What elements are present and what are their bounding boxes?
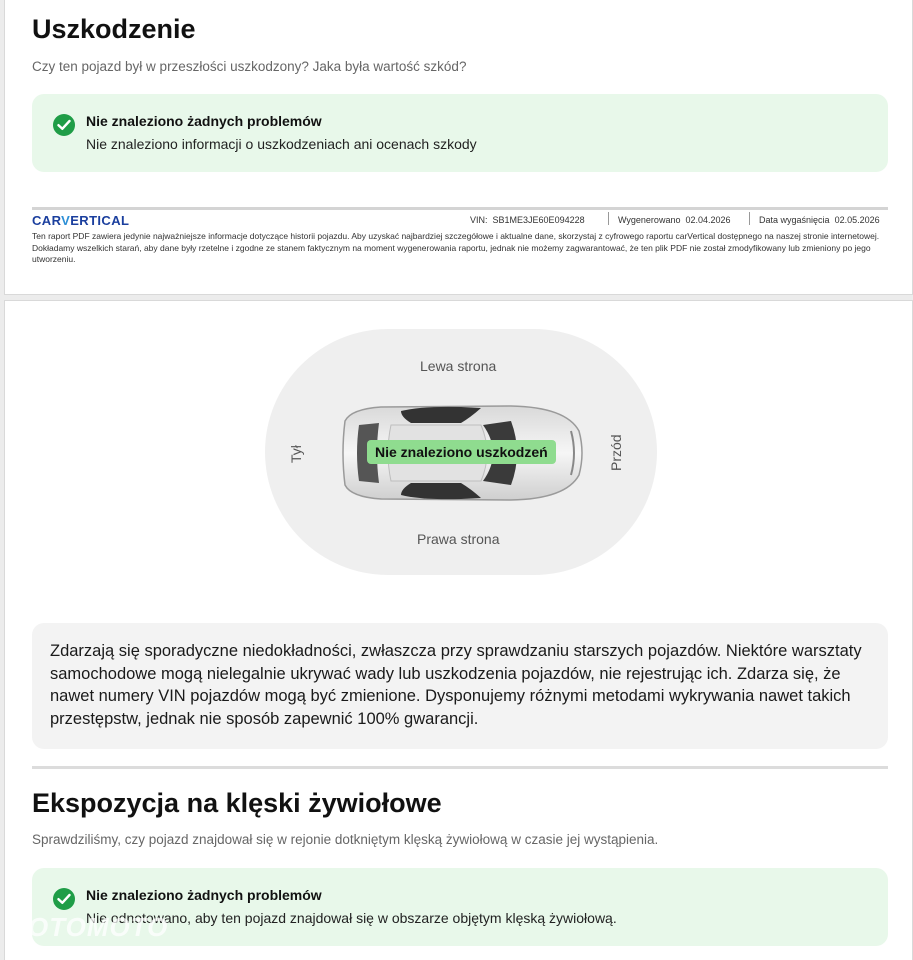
section-subtitle-damage: Czy ten pojazd był w przeszłości uszkodzony? Jaka była wartość szkód?: [32, 59, 467, 74]
status-title: Nie znaleziono żadnych problemów: [86, 887, 322, 903]
section-title-damage: Uszkodzenie: [32, 14, 196, 44]
check-circle-icon: [53, 888, 75, 910]
no-damage-badge: Nie znaleziono uszkodzeń: [367, 440, 556, 464]
expiry-info: Data wygaśnięcia 02.05.2026: [759, 215, 880, 225]
accuracy-note: Zdarzają się sporadyczne niedokładności, zwłaszcza przy sprawdzaniu starszych pojazdów. Niektóre warsztaty samochodowe mogą nielegalnie ukrywać wady lub uszkodzenia pojazdów, nie rejestrując ich. Zdarza się, że nawet numery VIN pojazdów mogą być zmienione. Dysponujemy różnymi metodami wykrywania nawet takich przestępstw, jednak nie sposób zapewnić 100% gwarancji.: [32, 623, 888, 749]
meta-separator: [608, 212, 609, 225]
generated-info: Wygenerowano 02.04.2026: [618, 215, 731, 225]
section-title-disaster: Ekspozycja na klęski żywiołowe: [32, 788, 442, 818]
label-left-side: Lewa strona: [420, 358, 497, 374]
label-front: Przód: [608, 434, 624, 471]
status-title: Nie znaleziono żadnych problemów: [86, 113, 322, 129]
meta-separator: [749, 212, 750, 225]
otomoto-watermark: OTOMOTO: [28, 912, 169, 942]
status-text: Nie odnotowano, aby ten pojazd znajdował się w obszarze objętym klęską żywiołową.: [86, 910, 617, 926]
status-text: Nie znaleziono informacji o uszkodzeniach ani ocenach szkody: [86, 136, 477, 152]
check-circle-icon: [53, 114, 75, 136]
report-disclaimer: Ten raport PDF zawiera jedynie najważniejsze informacje dotyczące historii pojazdu. Aby uzyskać najbardziej szczegółowe i aktualne dane, skorzystaj z cyfrowego raportu carVertical dostępnego na naszej stronie internetowej. Dokładamy wszelkich starań, aby dane były rzetelne i zgodne ze stanem faktycznym na moment wygenerowania raportu, jednak nie możemy zagwarantować, że ten plik PDF nie został zmodyfikowany lub zmieniony po jego utworzeniu.: [32, 231, 880, 264]
vin-info: VIN: SB1ME3JE60E094228: [470, 215, 585, 225]
label-right-side: Prawa strona: [417, 531, 500, 547]
footer-divider: [32, 207, 888, 210]
report-page-damage: [4, 0, 913, 295]
section-subtitle-disaster: Sprawdziliśmy, czy pojazd znajdował się w rejonie dotkniętym klęską żywiołową w czasie jej wystąpienia.: [32, 832, 659, 847]
carvertical-logo: CARVERTICAL: [32, 213, 130, 228]
label-rear: Tył: [288, 445, 304, 463]
report-page-diagram: [4, 300, 913, 960]
status-box-damage: [32, 94, 888, 172]
section-divider: [32, 766, 888, 769]
